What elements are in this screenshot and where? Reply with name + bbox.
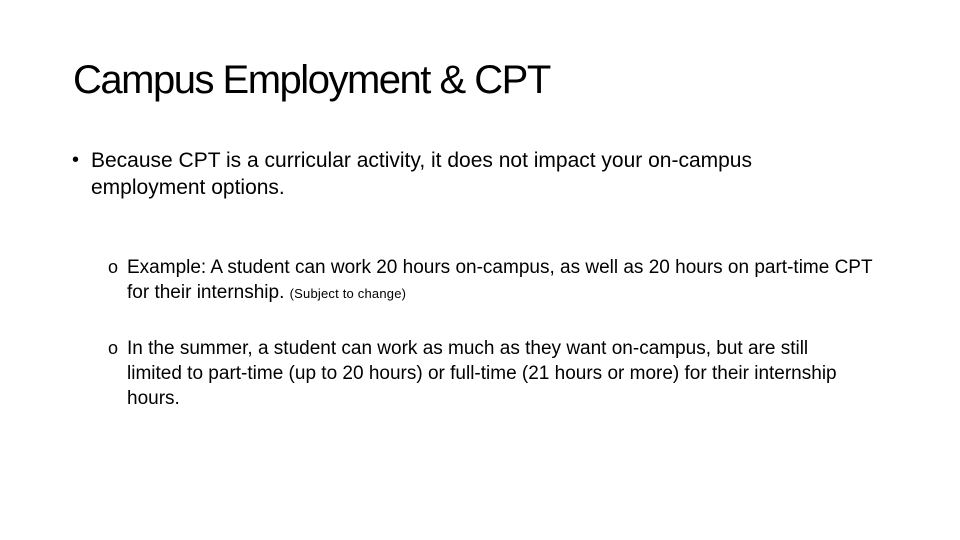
sub-bullet-item [108, 255, 888, 306]
sub-bullet-text: In the summer, a student can work as much as they want on-campus, but are still limited to part-time (up to 20 hours) or full-time (21 hours or more) for their internship hours. [127, 338, 837, 409]
bullet-item [72, 147, 832, 201]
slide-title: Campus Employment & CPT [73, 58, 550, 102]
sub-bullet-marker: o [108, 257, 119, 277]
sub-bullet-marker: o [108, 338, 119, 358]
sub-bullet-note: (Subject to change) [289, 286, 407, 301]
bullet-text: Because CPT is a curricular activity, it does not impact your on-campus employment options. [91, 149, 752, 199]
bullet-marker: • [72, 149, 80, 171]
sub-bullet-text: Example: A student can work 20 hours on-campus, as well as 20 hours on part-time CPT for their internship. [127, 257, 873, 303]
sub-bullet-item [108, 336, 868, 411]
sub-bullet-content [127, 255, 888, 306]
